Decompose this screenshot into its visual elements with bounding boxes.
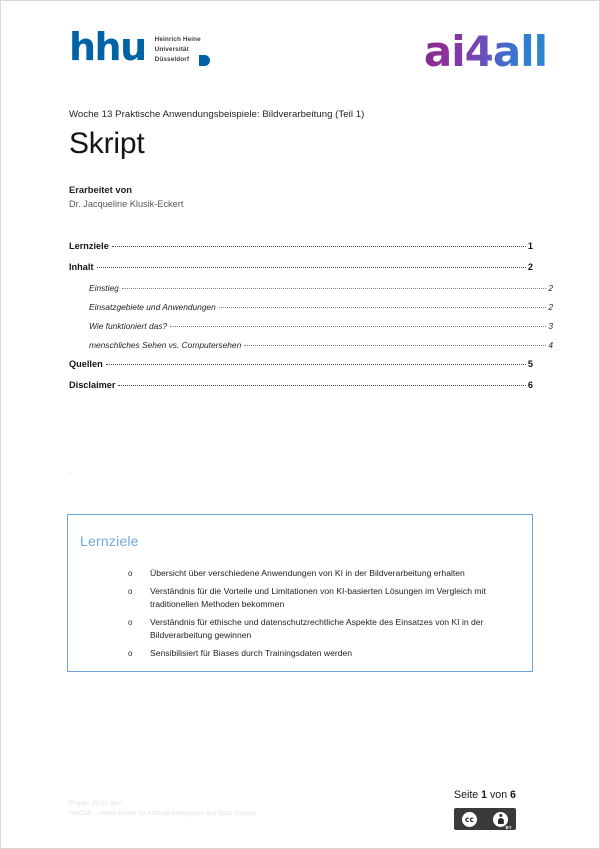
learning-goal-text: Übersicht über verschiedene Anwendungen von KI in der Bildverarbeitung erhalten xyxy=(150,568,465,578)
document-subtitle: Woche 13 Praktische Anwendungsbeispiele: Bildverarbeitung (Teil 1) xyxy=(69,109,365,120)
toc-entry-page: 2 xyxy=(548,283,553,293)
toc-entry-einsatzgebiete-und-anwendungen[interactable] xyxy=(69,302,553,312)
cc-by-text-label: BY xyxy=(505,824,512,830)
toc-entry-page: 3 xyxy=(548,321,553,331)
hhu-wordmark: hhu xyxy=(69,25,146,69)
cc-logo-icon: cc xyxy=(462,812,477,827)
toc-entry-label: Einstieg xyxy=(89,283,119,293)
page-prefix-label: Seite xyxy=(454,789,479,801)
list-item xyxy=(128,647,508,660)
stray-punctuation-mark: . xyxy=(69,465,72,475)
toc-entry-label: Inhalt xyxy=(69,262,94,272)
toc-leader-dots xyxy=(118,385,525,386)
toc-entry-label: Disclaimer xyxy=(69,380,116,390)
toc-entry-inhalt[interactable] xyxy=(69,262,533,272)
lernziele-heading: Lernziele xyxy=(80,533,139,549)
toc-entry-menschliches-sehen-vs-computersehen[interactable] xyxy=(69,340,553,350)
toc-entry-label: Wie funktioniert das? xyxy=(89,321,168,331)
page-number-indicator xyxy=(425,789,545,801)
hhu-logo xyxy=(69,25,201,69)
toc-entry-label: Quellen xyxy=(69,359,103,369)
toc-entry-page: 2 xyxy=(548,302,553,312)
toc-entry-label: menschliches Sehen vs. Computersehen xyxy=(89,340,242,350)
toc-leader-dots xyxy=(219,307,547,308)
page-current-number: 1 xyxy=(481,789,488,801)
bullet-marker-icon: o xyxy=(128,568,133,578)
toc-entry-disclaimer[interactable] xyxy=(69,380,533,390)
toc-entry-page: 6 xyxy=(527,380,533,390)
toc-entry-page: 2 xyxy=(527,262,533,272)
learning-goals-list xyxy=(128,567,508,665)
toc-entry-quellen[interactable] xyxy=(69,359,533,369)
page-title: Skript xyxy=(69,127,145,160)
hhu-name-line-3: Düsseldorf xyxy=(154,55,190,63)
learning-goal-text: Verständnis für die Vorteile und Limitationen von KI-basierten Lösungen im Vergleich mit traditionellen Methoden bekommen xyxy=(150,586,486,609)
bullet-marker-icon: o xyxy=(128,617,133,627)
toc-entry-lernziele[interactable] xyxy=(69,241,533,251)
toc-leader-dots xyxy=(170,326,546,327)
learning-goal-text: Verständnis für ethische und datenschutzrechtliche Aspekte des Einsatzes von KI in der Bildverarbeitung gewinnen xyxy=(150,617,484,640)
toc-leader-dots xyxy=(122,288,547,289)
bullet-marker-icon: o xyxy=(128,586,133,596)
list-item xyxy=(128,616,508,641)
hhu-university-name xyxy=(155,35,201,65)
hhu-name-line-2: Universität xyxy=(154,45,189,53)
footer-imprint xyxy=(69,799,256,820)
creative-commons-license-badge[interactable] xyxy=(454,808,516,830)
table-of-contents xyxy=(69,241,553,401)
toc-entry-label: Einsatzgebiete und Anwendungen xyxy=(89,302,216,312)
title-block xyxy=(69,109,364,161)
hhu-name-line-1: Heinrich Heine xyxy=(154,36,201,43)
author-block xyxy=(69,184,183,209)
list-item xyxy=(128,585,508,610)
toc-entry-wie-funktioniert-das[interactable] xyxy=(69,321,553,331)
hhu-dot-icon xyxy=(199,55,210,66)
page-middle-label: von xyxy=(490,789,508,801)
toc-leader-dots xyxy=(97,267,526,268)
toc-leader-dots xyxy=(106,364,526,365)
ai4all-logo: ai4all xyxy=(423,27,547,76)
footer-page-area xyxy=(425,789,545,830)
author-name: Dr. Jacqueline Klusik-Eckert xyxy=(69,199,184,209)
list-item xyxy=(128,567,508,580)
toc-entry-page: 4 xyxy=(548,340,553,350)
author-label: Erarbeitet von xyxy=(69,184,133,195)
page-total-number: 6 xyxy=(510,789,516,801)
toc-entry-page: 5 xyxy=(527,359,533,369)
toc-leader-dots xyxy=(244,345,546,346)
page-header xyxy=(1,21,599,91)
toc-entry-label: Lernziele xyxy=(69,241,109,251)
footer-project-line: Projekt „KI für alle“ xyxy=(69,799,122,807)
lernziele-callout-box xyxy=(67,514,533,672)
bullet-marker-icon: o xyxy=(128,648,133,658)
toc-leader-dots xyxy=(112,246,526,247)
learning-goal-text: Sensibilisiert für Biases durch Trainingsdaten werden xyxy=(150,648,353,659)
toc-entry-page: 1 xyxy=(527,241,533,251)
footer-institute-line: HeiCAD – Heine Center for Artificial Intelligence and Data Science xyxy=(69,810,257,818)
toc-entry-einstieg[interactable] xyxy=(69,283,553,293)
